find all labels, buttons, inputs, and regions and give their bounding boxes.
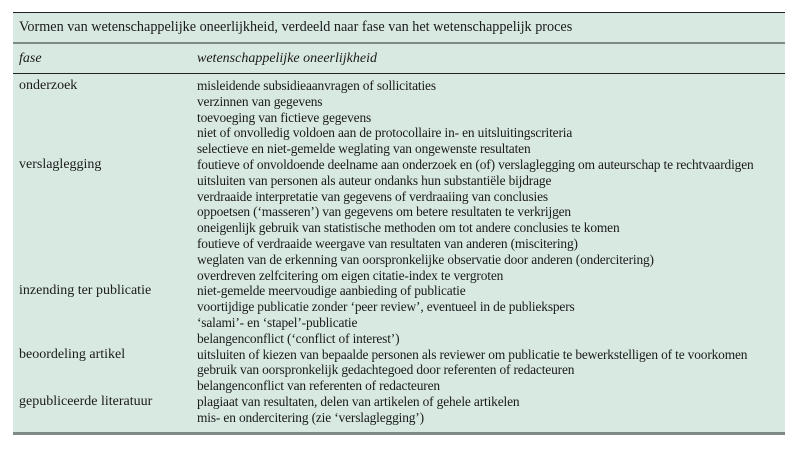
misconduct-table: [13, 12, 785, 435]
misconduct-item: voortijdige publicatie zonder ‘peer review’, eventueel in de publiekspers: [197, 299, 575, 315]
misconduct-item: niet of onvolledig voldoen aan de protocollaire in- en uitsluitingscriteria: [197, 125, 573, 141]
misconduct-item: niet-gemelde meervoudige aanbieding of publicatie: [197, 283, 466, 299]
misconduct-item: plagiaat van resultaten, delen van artikelen of gehele artikelen: [197, 393, 520, 409]
table-body: [13, 74, 785, 432]
misconduct-item: gebruik van oorspronkelijk gedachtegoed door referenten of redacteuren: [197, 362, 575, 378]
phase-label: beoordeling artikel: [19, 346, 126, 362]
misconduct-item: mis- en ondercitering (zie ‘verslaglegging’): [197, 409, 424, 425]
header-phase: fase: [19, 51, 42, 66]
header-misconduct: wetenschappelijke oneerlijkheid: [197, 51, 377, 66]
phase-label: inzending ter publicatie: [19, 283, 152, 299]
misconduct-item: misleidende subsidieaanvragen of sollicitaties: [197, 78, 436, 93]
misconduct-item: belangenconflict (‘conflict of interest’): [197, 330, 400, 346]
phase-label: onderzoek: [19, 78, 78, 93]
table-group-literatuur: [13, 394, 785, 426]
table-group-onderzoek: [13, 78, 785, 157]
misconduct-item: oneigenlijk gebruik van statistische methoden om tot andere conclusies te komen: [197, 220, 620, 236]
misconduct-item: verzinnen van gegevens: [197, 93, 323, 109]
table-header-row: [13, 44, 785, 74]
misconduct-item: weglaten van de erkenning van oorspronkelijke observatie door anderen (ondercitering): [197, 251, 654, 267]
misconduct-item: ‘salami’- en ‘stapel’-publicatie: [197, 314, 358, 330]
misconduct-item: foutieve of onvoldoende deelname aan onderzoek en (of) verslaglegging om auteurschap te rechtvaardigen: [197, 156, 754, 172]
misconduct-item: foutieve of verdraaide weergave van resultaten van anderen (miscitering): [197, 235, 578, 251]
phase-label: verslaglegging: [19, 156, 102, 172]
misconduct-item: belangenconflict van referenten of redacteuren: [197, 378, 440, 394]
phase-label: gepubliceerde literatuur: [19, 393, 153, 409]
misconduct-item: toevoeging van fictieve gegevens: [197, 109, 372, 125]
misconduct-item: uitsluiten of kiezen van bepaalde personen als reviewer om publicatie te bewerkstelligen of te voorkomen: [197, 346, 748, 362]
misconduct-item: uitsluiten van personen als auteur ondanks hun substantiële bijdrage: [197, 172, 552, 188]
misconduct-item: overdreven zelfcitering om eigen citatie-index te vergroten: [197, 267, 504, 283]
misconduct-item: verdraaide interpretatie van gegevens of verdraaiing van conclusies: [197, 188, 548, 204]
table-group-inzending: [13, 283, 785, 346]
table-group-verslaglegging: [13, 157, 785, 283]
table-title: Vormen van wetenschappelijke oneerlijkheid, verdeeld naar fase van het wetenschappelijk proces: [13, 13, 785, 44]
misconduct-item: selectieve en niet-gemelde weglating van ongewenste resultaten: [197, 141, 531, 157]
misconduct-item: oppoetsen (‘masseren’) van gegevens om betere resultaten te verkrijgen: [197, 204, 571, 220]
table-group-beoordeling: [13, 347, 785, 394]
